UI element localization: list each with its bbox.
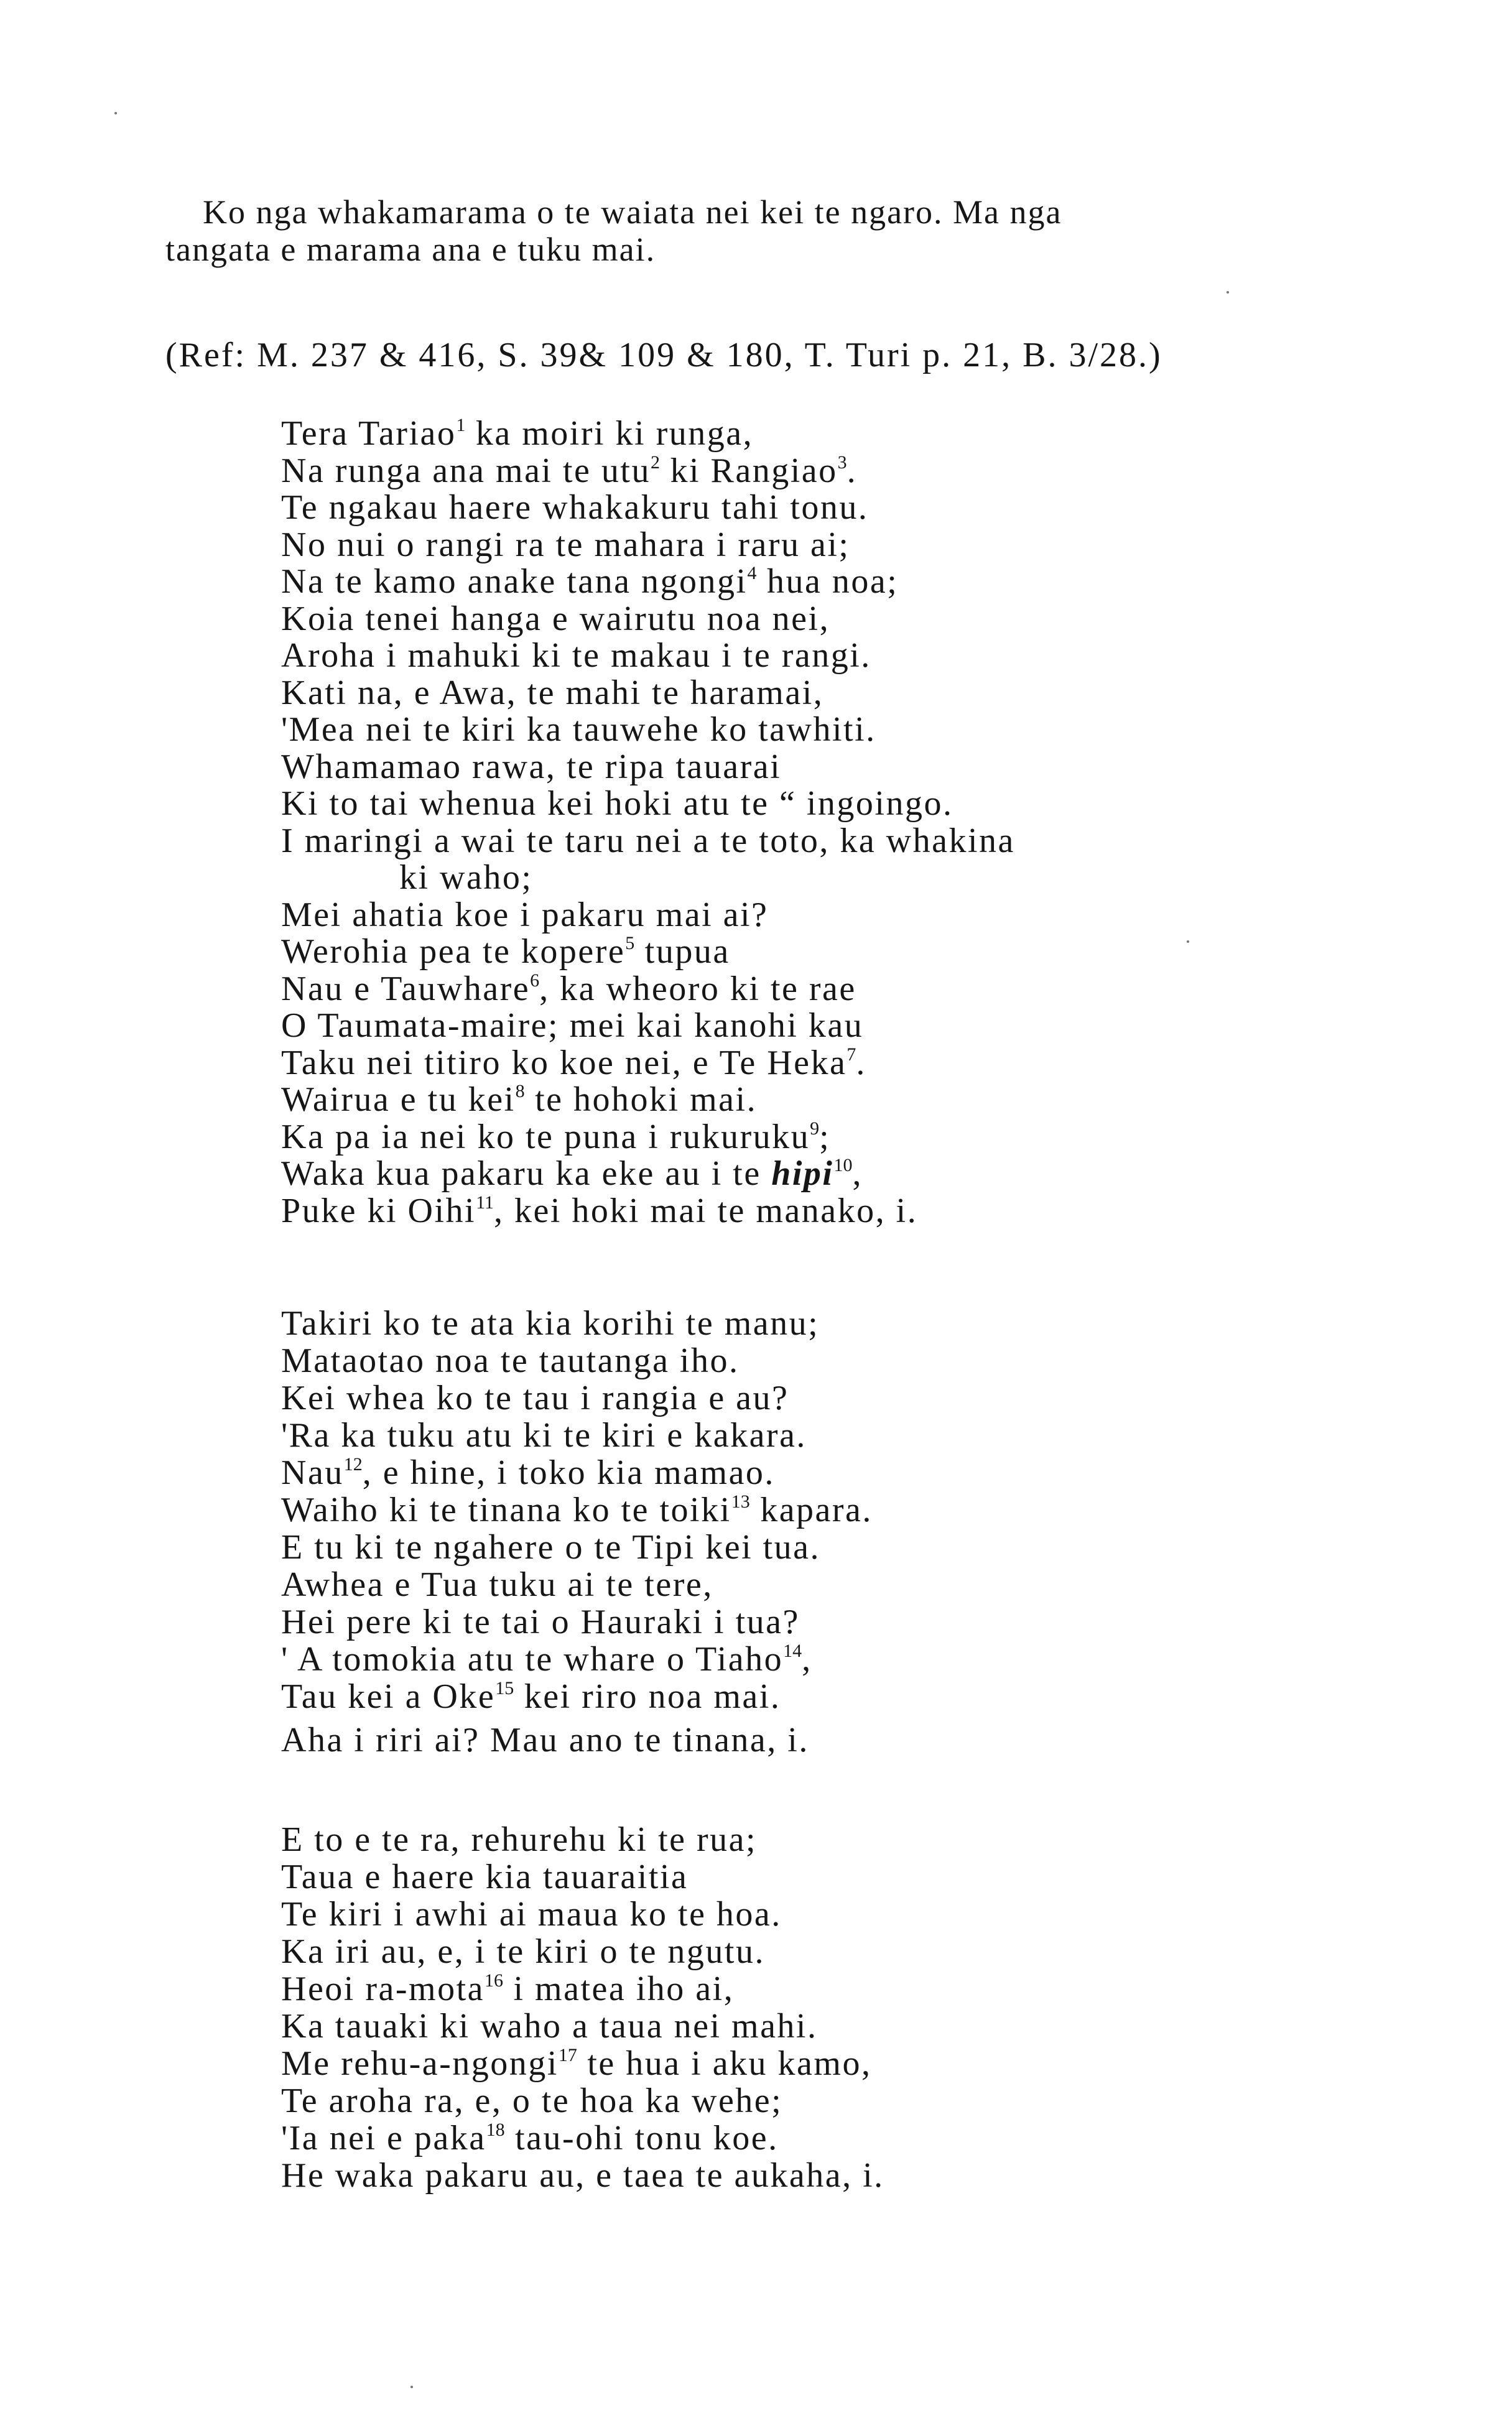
poem-line: [281, 2157, 1463, 2194]
poem-line: [281, 489, 1463, 527]
line-text: tau-ohi tonu koe.: [504, 2119, 779, 2157]
poem-line: [281, 1491, 1463, 1529]
poem-line: [281, 1678, 1463, 1715]
line-text: Awhea e Tua tuku ai te tere,: [281, 1565, 713, 1604]
line-text: hua noa;: [756, 562, 899, 601]
poem-line: [281, 971, 1463, 1008]
line-text: Heoi ra-mota: [281, 1970, 485, 2008]
page-speck: [1227, 291, 1229, 294]
poem-line: [281, 1342, 1463, 1379]
line-text: E to e te ra, rehurehu ki te rua;: [281, 1820, 758, 1859]
line-text: Takiri ko te ata kia korihi te manu;: [281, 1304, 820, 1343]
line-text: .: [856, 1043, 866, 1082]
poem-line: [281, 1641, 1463, 1678]
footnote-marker: 5: [625, 933, 635, 953]
line-text: .: [846, 451, 858, 490]
line-text: Puke ki Oihi: [281, 1191, 476, 1230]
poem-line: [281, 785, 1463, 823]
poem-line: [281, 601, 1463, 638]
line-text: , kei hoki mai te manako, i.: [494, 1191, 918, 1230]
poem-line: [281, 1721, 1463, 1759]
poem-line: [281, 637, 1463, 675]
footnote-marker: 3: [837, 452, 847, 473]
line-text: ki Rangiao: [659, 451, 838, 490]
poem-line: [281, 1193, 1463, 1230]
footnote-marker: 7: [846, 1044, 856, 1065]
line-text: Waka kua pakaru ka eke au i te: [281, 1154, 772, 1193]
poem-line: [281, 711, 1463, 749]
footnote-marker: 15: [495, 1678, 514, 1698]
intro-line-1: Ko nga whakamarama o te waiata nei kei te ngaro. Ma nga: [203, 193, 1062, 231]
line-text: Kei whea ko te tau i rangia e au?: [281, 1379, 789, 1417]
poem-line: [281, 1821, 1463, 1858]
line-text: Na runga ana mai te utu: [281, 451, 651, 490]
footnote-marker: 4: [747, 563, 757, 583]
poem-line: [281, 1970, 1463, 2008]
line-text: Taua e haere kia tauaraitia: [281, 1858, 689, 1896]
poem-line: [281, 897, 1463, 934]
poem-line: [281, 563, 1463, 601]
line-text: Tera Tariao: [281, 414, 457, 453]
poem-line: [281, 1045, 1463, 1082]
stanza-3: [281, 1821, 1463, 2194]
line-text: Me rehu-a-ngongi: [281, 2044, 559, 2083]
poem-line: [281, 1379, 1463, 1417]
footnote-marker: 12: [343, 1454, 363, 1475]
page-speck: [1187, 940, 1189, 943]
intro-line-2: tangata e marama ana e tuku mai.: [165, 231, 656, 268]
line-text: No nui o rangi ra te mahara i raru ai;: [281, 525, 850, 564]
line-text: Te ngakau haere whakakuru tahi tonu.: [281, 488, 869, 527]
stanza-2: [281, 1305, 1463, 1759]
footnote-marker: 6: [530, 970, 540, 991]
line-text: Mataotao noa te tautanga iho.: [281, 1341, 740, 1380]
poem-line: [281, 2120, 1463, 2157]
line-text: i matea iho ai,: [503, 1970, 735, 2008]
line-text: ki waho;: [399, 858, 533, 897]
stanza-1: [281, 415, 1463, 1230]
line-text: O Taumata-maire; mei kai kanohi kau: [281, 1006, 864, 1045]
line-text: te hohoki mai.: [524, 1080, 758, 1119]
line-text: kapara.: [749, 1491, 873, 1529]
poem-line: [281, 1119, 1463, 1156]
footnote-marker: 16: [484, 1970, 503, 1991]
line-text: Koia tenei hanga e wairutu noa nei,: [281, 599, 830, 638]
line-text: He waka pakaru au, e taea te aukaha, i.: [281, 2156, 884, 2195]
italic-word: hipi: [771, 1154, 834, 1193]
line-text: Ka pa ia nei ko te puna i rukuruku: [281, 1117, 810, 1156]
line-text: 'Ia nei e paka: [281, 2119, 486, 2157]
poem-line: [281, 823, 1463, 860]
line-text: Werohia pea te kopere: [281, 932, 626, 971]
line-text: Ki to tai whenua kei hoki atu te “ ingoingo.: [281, 784, 953, 823]
poem-line: [281, 527, 1463, 564]
line-text: ' A tomokia atu te whare o Tiaho: [281, 1640, 784, 1679]
poem-line: [281, 1566, 1463, 1603]
line-text: Te kiri i awhi ai maua ko te hoa.: [281, 1895, 782, 1934]
poem-line: [281, 1417, 1463, 1454]
footnote-marker: 18: [486, 2120, 505, 2140]
line-text: , e hine, i toko kia mamao.: [362, 1453, 775, 1492]
footnote-marker: 11: [476, 1192, 494, 1213]
footnote-marker: 17: [558, 2045, 577, 2065]
footnote-marker: 2: [650, 452, 660, 473]
poem-line: [281, 415, 1463, 453]
page-speck: [114, 112, 117, 114]
line-text: Tau kei a Oke: [281, 1677, 496, 1716]
poem-line: [281, 934, 1463, 971]
line-text: Aroha i mahuki ki te makau i te rangi.: [281, 636, 871, 675]
poem-line: [281, 2045, 1463, 2082]
footnote-marker: 1: [456, 415, 466, 435]
line-text: ka moiri ki runga,: [465, 414, 754, 453]
poem-line: [281, 1858, 1463, 1896]
line-text: I maringi a wai te taru nei a te toto, ka whakina: [281, 821, 1015, 860]
line-text: ;: [819, 1117, 831, 1156]
poem-line: [281, 749, 1463, 786]
line-text: Nau: [281, 1453, 344, 1492]
line-text: Ka iri au, e, i te kiri o te ngutu.: [281, 1932, 765, 1971]
line-text: Wairua e tu kei: [281, 1080, 516, 1119]
poem-line: [281, 1896, 1463, 1933]
poem-line: [281, 1529, 1463, 1566]
page-speck: [410, 2386, 413, 2388]
footnote-marker: 14: [783, 1641, 802, 1661]
line-text: te hua i aku kamo,: [577, 2044, 872, 2083]
poem-line: [281, 860, 1463, 897]
poem-line: [281, 1933, 1463, 1970]
poem-line: [281, 1156, 1463, 1193]
line-text: , ka wheoro ki te rae: [539, 969, 856, 1008]
line-text: 'Mea nei te kiri ka tauwehe ko tawhiti.: [281, 710, 876, 749]
line-text: Waiho ki te tinana ko te toiki: [281, 1491, 731, 1529]
poem-line: [281, 2082, 1463, 2120]
line-text: Na te kamo anake tana ngongi: [281, 562, 748, 601]
poem-line: [281, 453, 1463, 490]
line-text: Mei ahatia koe i pakaru mai ai?: [281, 895, 769, 934]
poem-line: [281, 2008, 1463, 2045]
line-text: Whamamao rawa, te ripa tauarai: [281, 747, 782, 786]
poem-line: [281, 1603, 1463, 1641]
line-text: ,: [852, 1154, 863, 1193]
footnote-marker: 13: [731, 1491, 750, 1512]
line-text: E tu ki te ngahere o te Tipi kei tua.: [281, 1528, 821, 1567]
line-text: kei riro noa mai.: [514, 1677, 781, 1716]
poem-line: [281, 675, 1463, 712]
line-text: Kati na, e Awa, te mahi te haramai,: [281, 673, 824, 712]
reference-line: (Ref: M. 237 & 416, S. 39& 109 & 180, T. Turi p. 21, B. 3/28.): [165, 336, 1162, 374]
footnote-marker: 9: [810, 1118, 820, 1139]
line-text: Hei pere ki te tai o Hauraki i tua?: [281, 1603, 800, 1641]
footnote-marker: 8: [515, 1081, 525, 1101]
line-text: Nau e Tauwhare: [281, 969, 531, 1008]
line-text: ,: [802, 1640, 812, 1679]
line-text: Aha i riri ai? Mau ano te tinana, i.: [281, 1721, 809, 1759]
line-text: Ka tauaki ki waho a taua nei mahi.: [281, 2007, 818, 2046]
line-text: tupua: [634, 932, 730, 971]
footnote-marker: 10: [833, 1155, 853, 1175]
poem-line: [281, 1008, 1463, 1045]
line-text: 'Ra ka tuku atu ki te kiri e kakara.: [281, 1416, 807, 1455]
poem-line: [281, 1082, 1463, 1119]
line-text: Taku nei titiro ko koe nei, e Te Heka: [281, 1043, 847, 1082]
line-text: Te aroha ra, e, o te hoa ka wehe;: [281, 2082, 783, 2120]
poem-line: [281, 1305, 1463, 1342]
poem-line: [281, 1454, 1463, 1491]
